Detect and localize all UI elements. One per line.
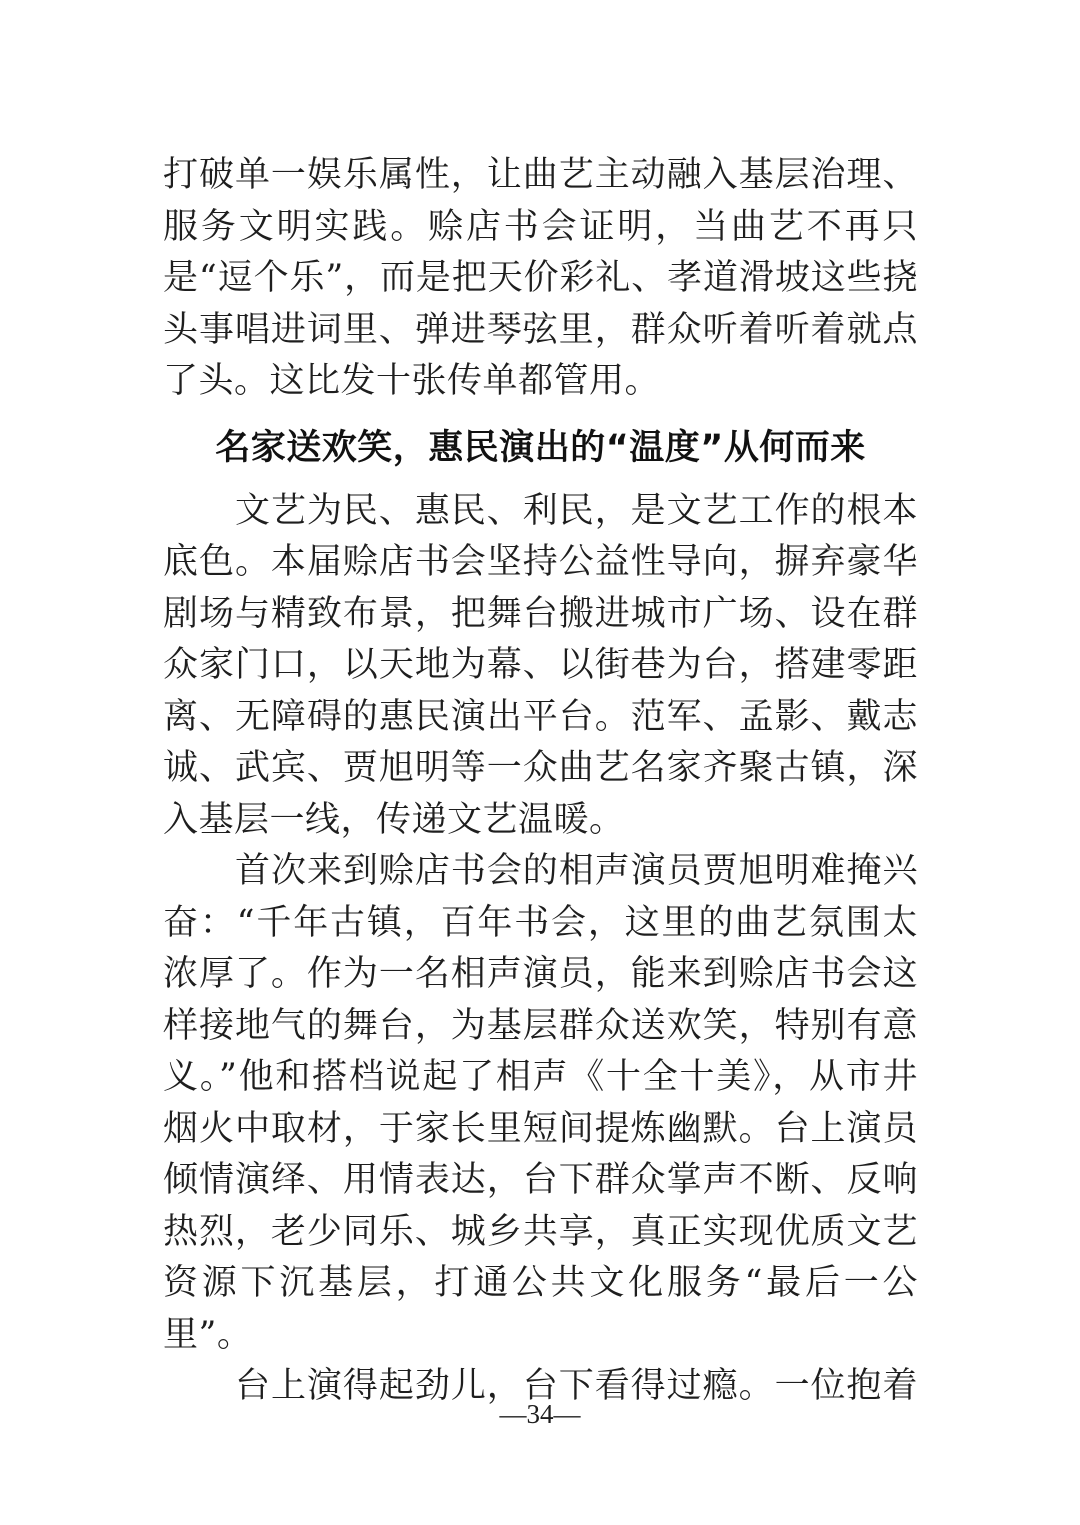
body-paragraph: 首次来到赊店书会的相声演员贾旭明难掩兴奋：“千年古镇，百年书会，这里的曲艺氛围太浓厚了。作为一名相声演员，能来到赊店书会这样接地气的舞台，为基层群众送欢笑，特别有意义。”他和搭档说起了相声《十全十美》，从市井烟火中取材，于家长里短间提炼幽默。台上演员倾情演绎、用情表达，台下群众掌声不断、反响热烈，老少同乐、城乡共享，真正实现优质文艺资源下沉基层，打通公共文化服务“最后一公里”。 bbox=[163, 851, 918, 1355]
body-paragraph: 文艺为民、惠民、利民，是文艺工作的根本底色。本届赊店书会坚持公益性导向，摒弃豪华剧场与精致布景，把舞台搬进城市广场、设在群众家门口，以天地为幕、以街巷为台，搭建零距离、无障碍的惠民演出平台。范军、孟影、戴志诚、武宾、贾旭明等一众曲艺名家齐聚古镇，深入基层一线，传递文艺温暖。 bbox=[163, 490, 918, 840]
section-heading: 名家送欢笑，惠民演出的“温度”从何而来 bbox=[215, 427, 866, 468]
body-paragraph: 台上演得起劲儿，台下看得过瘾。一位抱着 bbox=[235, 1366, 918, 1406]
page-body bbox=[163, 150, 918, 1413]
body-paragraph: 打破单一娱乐属性，让曲艺主动融入基层治理、服务文明实践。赊店书会证明，当曲艺不再只是“逗个乐”，而是把天价彩礼、孝道滑坡这些挠头事唱进词里、弹进琴弦里，群众听着听着就点了头。这比发十张传单都管用。 bbox=[163, 155, 918, 401]
page-number: —34— bbox=[499, 1399, 581, 1429]
